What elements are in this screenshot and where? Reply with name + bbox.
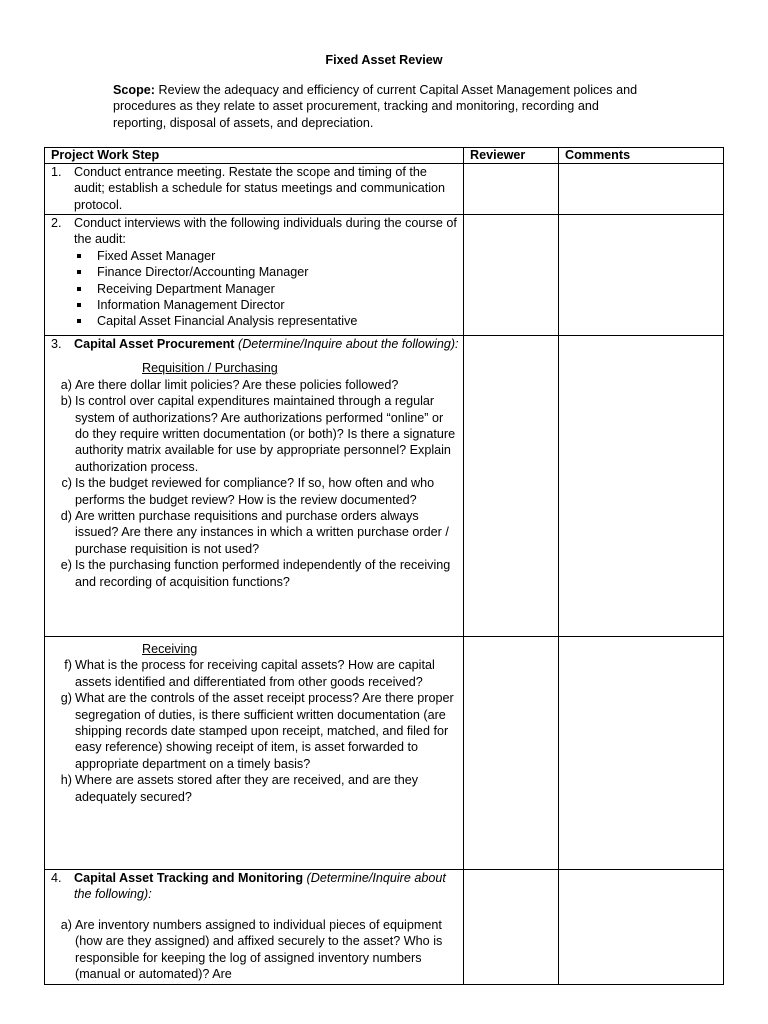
comments-cell[interactable]	[559, 870, 724, 985]
question-text: Are inventory numbers assigned to individual pieces of equipment (how are they assigned) and affixed securely to the asset? Who is responsible for keeping the log of assigned inventory numbers (manual or automated)? Are	[75, 917, 443, 982]
step-heading-italic: (Determine/Inquire about the following):	[234, 337, 459, 351]
work-step-cell	[45, 870, 464, 985]
step-heading-italic: (Determine/Inquire about the following):	[74, 871, 446, 902]
question-text: Is control over capital expenditures maintained through a regular system of authorizations? Are authorizations performed “online” or do they require written documentation (or both)? Is there a signature authority matrix available for use by appropriate personnel? Explain authorization process.	[75, 394, 456, 474]
table-row	[45, 164, 724, 215]
reviewer-cell[interactable]	[464, 870, 559, 985]
reviewer-cell[interactable]	[464, 215, 559, 336]
header-reviewer: Reviewer	[464, 148, 559, 164]
table-row	[45, 336, 724, 637]
table-row	[45, 637, 724, 870]
step-heading	[74, 336, 459, 352]
step-text: Conduct entrance meeting. Restate the scope and timing of the audit; establish a schedule for status meetings and communication protocol.	[74, 165, 446, 212]
step-heading	[74, 870, 459, 903]
subsection-heading: Requisition / Purchasing	[142, 361, 278, 376]
list-item: Receiving Department Manager	[74, 281, 459, 297]
table-row	[45, 215, 724, 336]
work-step-cell	[45, 215, 464, 336]
comments-cell[interactable]	[559, 637, 724, 870]
table-header-row	[45, 148, 724, 164]
scope-label: Scope:	[113, 83, 155, 97]
question-letter: b)	[60, 394, 72, 409]
question-item	[52, 557, 459, 590]
list-item: Capital Asset Financial Analysis representative	[74, 313, 459, 329]
list-item: Fixed Asset Manager	[74, 248, 459, 264]
question-letter: a)	[60, 917, 72, 932]
question-text: Are written purchase requisitions and purchase orders always issued? Are there any instances in which a written purchase order / purchase requisition is not used?	[75, 509, 449, 556]
question-text: Is the budget reviewed for compliance? If so, how often and who performs the budget review? How is the review documented?	[75, 476, 435, 507]
question-item	[52, 508, 459, 557]
subsection-heading: Receiving	[142, 642, 198, 656]
scope-paragraph	[113, 82, 653, 131]
interviewee-list	[74, 248, 459, 330]
step-heading-bold: Capital Asset Tracking and Monitoring	[74, 871, 304, 885]
table-row	[45, 870, 724, 985]
question-item	[52, 377, 459, 393]
document-title: Fixed Asset Review	[325, 53, 443, 67]
question-letter: h)	[60, 773, 72, 788]
comments-cell[interactable]	[559, 215, 724, 336]
reviewer-cell[interactable]	[464, 637, 559, 870]
work-step-cell	[45, 164, 464, 215]
question-item	[52, 393, 459, 475]
question-letter: g)	[60, 691, 72, 706]
work-step-cell	[45, 637, 464, 870]
question-item	[52, 772, 459, 805]
step-number: 4.	[51, 871, 62, 885]
step-number: 1.	[51, 165, 62, 179]
scope-text: Review the adequacy and efficiency of current Capital Asset Management polices and procedures as they relate to asset procurement, tracking and monitoring, recording and reporting, disposal of assets, and depreciation.	[113, 83, 638, 130]
work-step-cell	[45, 336, 464, 637]
comments-cell[interactable]	[559, 164, 724, 215]
question-item	[52, 917, 459, 983]
question-text: Are there dollar limit policies? Are these policies followed?	[75, 377, 399, 392]
question-text: What is the process for receiving capital assets? How are capital assets identified and differentiated from other goods received?	[75, 658, 435, 689]
question-text: What are the controls of the asset receipt process? Are there proper segregation of duties, is there sufficient written documentation (are shipping records date stamped upon receipt, matched, and filed for easy reference) showing receipt of item, is asset forwarded to appropriate department on a timely basis?	[75, 691, 454, 771]
header-comments: Comments	[559, 148, 724, 164]
review-table	[44, 147, 724, 985]
question-letter: a)	[60, 377, 72, 392]
question-item	[52, 657, 459, 690]
question-letter: c)	[61, 476, 72, 491]
step-heading-bold: Capital Asset Procurement	[74, 337, 235, 351]
comments-cell[interactable]	[559, 336, 724, 637]
question-letter: f)	[64, 658, 72, 673]
question-item	[52, 475, 459, 508]
question-item	[52, 690, 459, 772]
question-letter: d)	[60, 509, 72, 524]
question-text: Where are assets stored after they are received, and are they adequately secured?	[75, 773, 419, 804]
list-item: Information Management Director	[74, 297, 459, 313]
reviewer-cell[interactable]	[464, 336, 559, 637]
step-text: Conduct interviews with the following individuals during the course of the audit:	[74, 216, 457, 247]
step-number: 3.	[51, 337, 62, 351]
reviewer-cell[interactable]	[464, 164, 559, 215]
question-text: Is the purchasing function performed independently of the receiving and recording of acquisition functions?	[75, 558, 451, 589]
step-number: 2.	[51, 216, 62, 230]
question-letter: e)	[60, 558, 72, 573]
header-project-work-step: Project Work Step	[45, 148, 464, 164]
list-item: Finance Director/Accounting Manager	[74, 264, 459, 280]
